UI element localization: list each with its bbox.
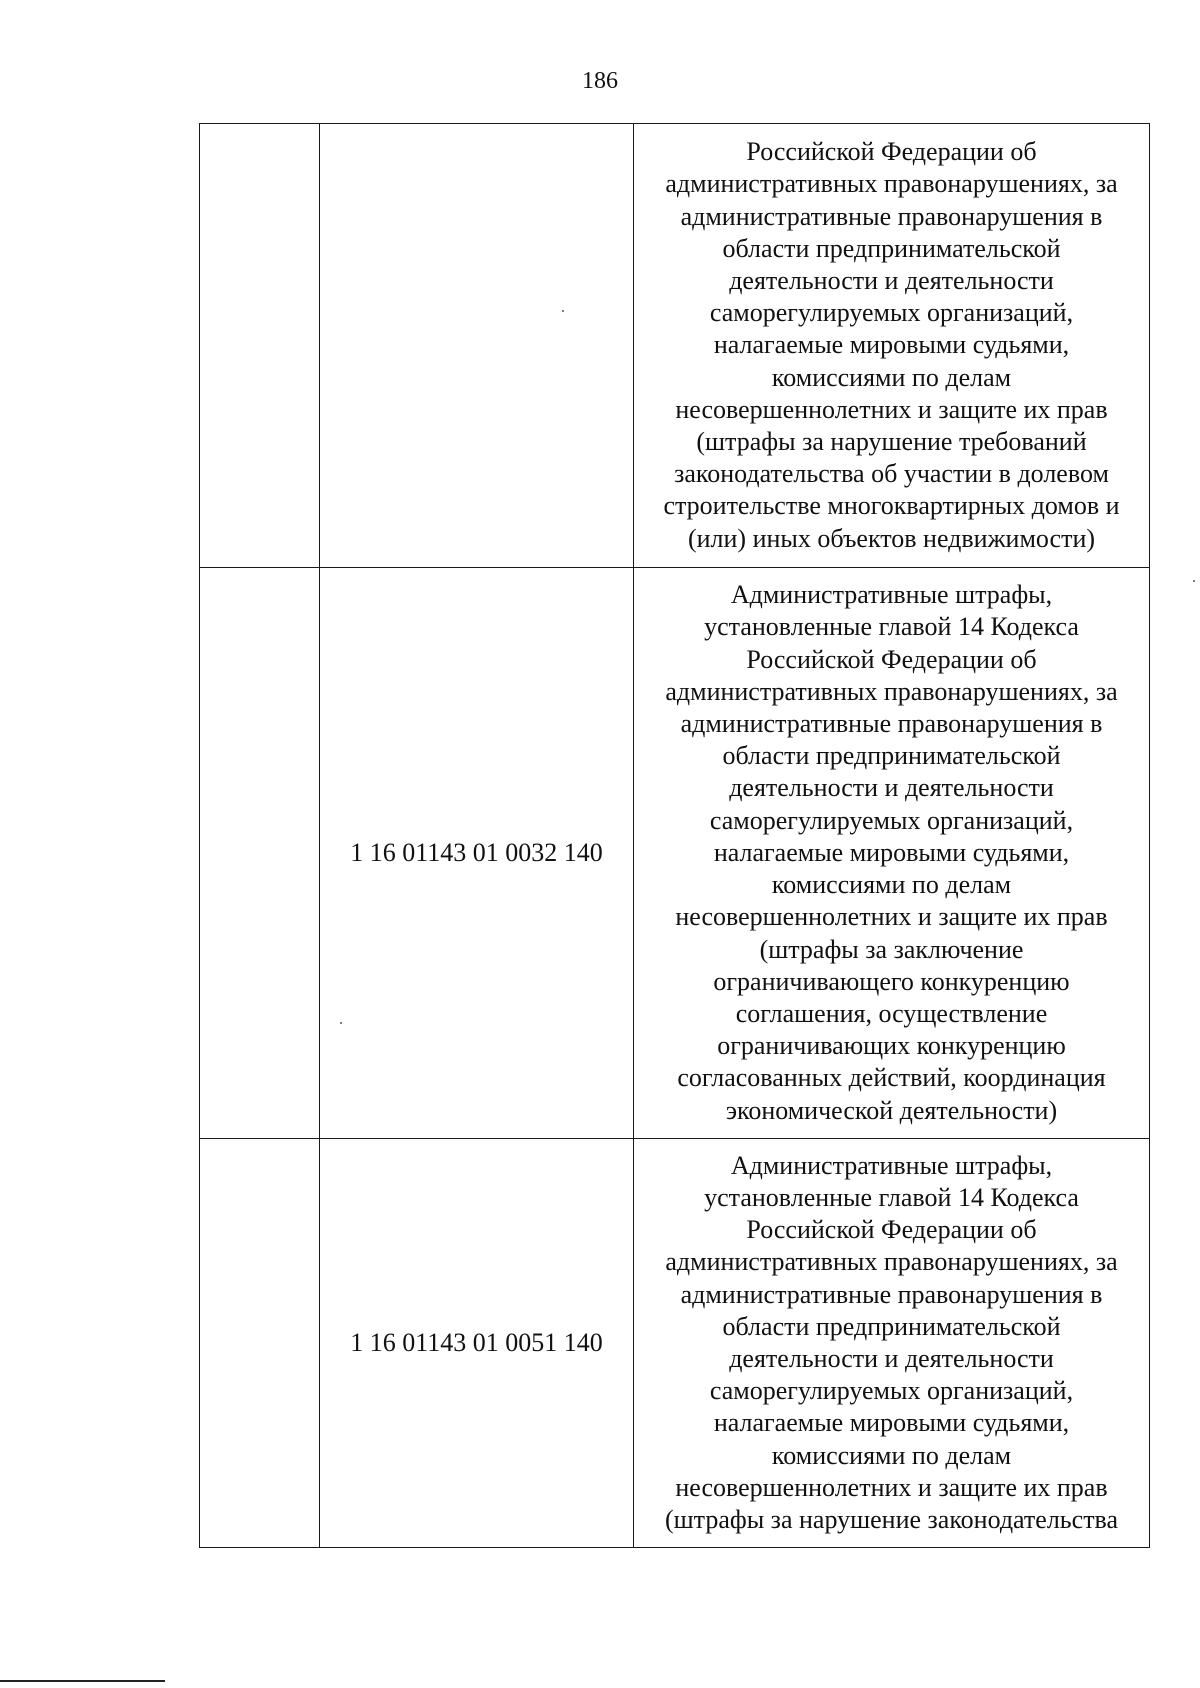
description-line: законодательства об участии в долевом: [674, 459, 1109, 489]
table-row: [200, 568, 1150, 1139]
description-line: установленные главой 14 Кодекса: [704, 612, 1079, 642]
description-line: строительстве многоквартирных домов и: [663, 491, 1120, 521]
description-cell: [634, 1139, 1150, 1548]
page-number: 186: [582, 68, 618, 94]
description-line: установленные главой 14 Кодекса: [704, 1182, 1079, 1212]
footer-rule: [0, 1680, 165, 1682]
budget-code-cell: 1 16 01143 01 0032 140: [320, 568, 634, 1139]
table-row: [200, 124, 1150, 568]
description-line: административные правонарушения в: [680, 709, 1103, 739]
description-line: деятельности и деятельности: [729, 1344, 1054, 1373]
description-line: соглашения, осуществление: [735, 998, 1048, 1028]
description-line: области предпринимательской: [722, 741, 1061, 771]
description-line: ограничивающего конкуренцию: [713, 966, 1070, 996]
scan-speck: [340, 1022, 342, 1024]
description-line: саморегулируемых организаций,: [709, 298, 1074, 328]
description-line: (или) иных объектов недвижимости): [687, 523, 1096, 553]
description-line: экономической деятельности): [725, 1095, 1058, 1125]
description-line: Административные штрафы,: [730, 580, 1053, 610]
description-line: административных правонарушениях, за: [665, 169, 1118, 199]
description-line: Административные штрафы,: [730, 1150, 1053, 1180]
table-cell-empty: [200, 568, 320, 1139]
description-line: комиссиями по делам: [771, 870, 1012, 900]
description-line: деятельности и деятельности: [729, 773, 1054, 803]
description-line: (штрафы за заключение: [759, 934, 1024, 964]
description-line: административные правонарушения в: [680, 201, 1103, 231]
description-line: несовершеннолетних и защите их прав: [675, 902, 1108, 932]
description-line: саморегулируемых организаций,: [709, 1376, 1074, 1406]
budget-code-cell: 1 16 01143 01 0051 140: [320, 1139, 634, 1548]
description-cell: [634, 568, 1150, 1139]
description-line: саморегулируемых организаций,: [709, 805, 1074, 835]
description-line: несовершеннолетних и защите их прав: [675, 394, 1108, 424]
description-line: административные правонарушения в: [680, 1279, 1103, 1309]
description-line: области предпринимательской: [722, 1311, 1061, 1341]
description-line: налагаемые мировыми судьями,: [713, 837, 1070, 867]
description-line: комиссиями по делам: [771, 1440, 1012, 1470]
table-cell-empty: [200, 124, 320, 568]
table-cell-empty: [200, 1139, 320, 1548]
description-line: ограничивающих конкуренцию: [717, 1031, 1066, 1061]
description-line: (штрафы за нарушение требований: [696, 427, 1087, 456]
description-line: деятельности и деятельности: [729, 265, 1054, 295]
description-line: Российской Федерации об: [746, 644, 1037, 674]
description-line: Российской Федерации об: [746, 1215, 1037, 1245]
document-table: [199, 123, 1150, 1548]
description-line: несовершеннолетних и защите их прав: [675, 1472, 1108, 1502]
table-body: [200, 124, 1150, 1548]
description-line: (штрафы за нарушение законодательства: [664, 1505, 1119, 1535]
scan-speck: [562, 310, 564, 312]
description-line: административных правонарушениях, за: [665, 676, 1118, 706]
scan-speck: [1193, 580, 1195, 582]
description-line: Российской Федерации об: [746, 137, 1037, 167]
description-cell: [634, 124, 1150, 568]
description-line: административных правонарушениях, за: [665, 1247, 1118, 1277]
budget-code-cell: [320, 124, 634, 568]
table-row: [200, 1139, 1150, 1548]
description-line: налагаемые мировыми судьями,: [713, 1408, 1070, 1438]
description-line: комиссиями по делам: [771, 362, 1012, 392]
description-line: согласованных действий, координация: [677, 1063, 1106, 1093]
description-line: налагаемые мировыми судьями,: [713, 330, 1070, 360]
description-line: области предпринимательской: [722, 233, 1061, 263]
